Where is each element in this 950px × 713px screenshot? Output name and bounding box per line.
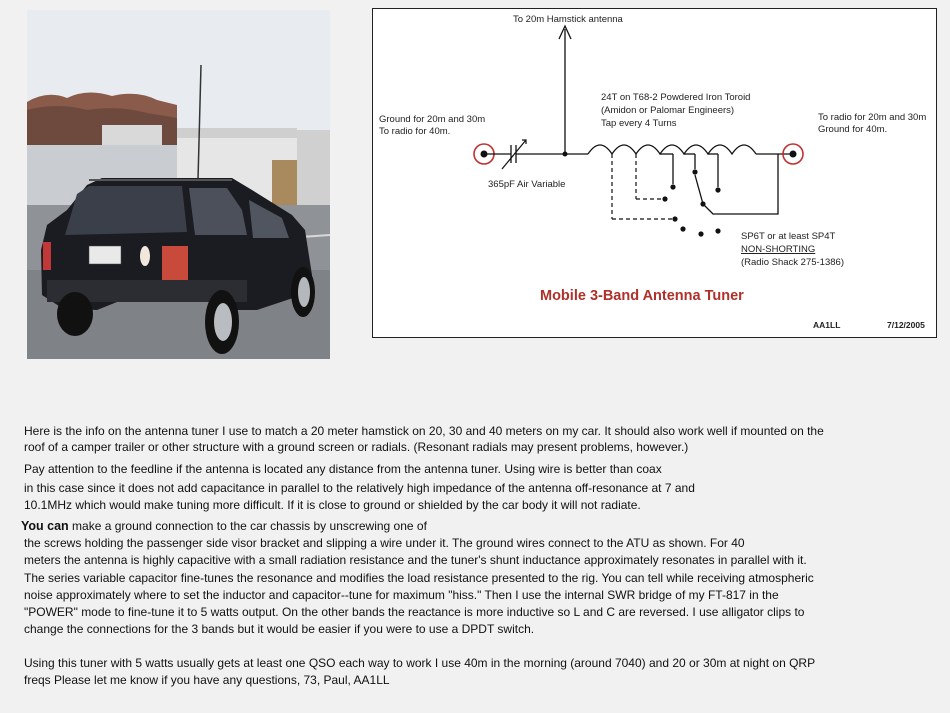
paragraph-3-line-3: meters the antenna is highly capacitive with a small radiation resistance and the tuner's shunt inductance approximately resonates in parallel with it. xyxy=(24,553,807,567)
paragraph-3-line-2: the screws holding the passenger side visor bracket and slipping a wire under it. The ground wires connect to the ATU as shown. For 40 xyxy=(24,536,745,550)
you-can-bold: You can xyxy=(21,519,69,533)
right-label-1: To radio for 20m and 30m xyxy=(818,112,927,123)
tuner-schematic xyxy=(372,8,937,338)
paragraph-3-line-5: noise approximately where to set the inductor and capacitor--tune for maximum "hiss." Then I use the internal SWR bridge of my FT-817 in the xyxy=(24,588,779,602)
paragraph-3-line-4: The series variable capacitor fine-tunes the resonance and modifies the load resistance presented to the rig. You can tell while receiving atmospheric xyxy=(24,571,814,585)
paragraph-4-line-1: Using this tuner with 5 watts usually gets at least one QSO each way to work I use 40m in the morning (around 7040) and 20 or 30m at night on QRP xyxy=(24,656,816,670)
callsign-label: AA1LL xyxy=(813,320,841,330)
paragraph-1-line-2: roof of a camper trailer or other structure with a ground screen or radials. (Resonant radials may present problems, however.) xyxy=(24,440,689,454)
toroid-label-2: (Amidon or Palomar Engineers) xyxy=(601,105,735,116)
right-label-2: Ground for 40m. xyxy=(818,124,888,135)
paragraph-3-line-1 xyxy=(21,519,427,534)
paragraph-2-line-1: Pay attention to the feedline if the antenna is located any distance from the antenna tuner. Using wire is better than coax xyxy=(24,462,662,476)
vehicle-photo xyxy=(27,10,330,359)
capacitor-label: 365pF Air Variable xyxy=(488,179,566,190)
left-label-1: Ground for 20m and 30m xyxy=(379,114,486,125)
paragraph-3-line-7: change the connections for the 3 bands but it would be easier if you were to use a DPDT switch. xyxy=(24,622,535,636)
toroid-label-3: Tap every 4 Turns xyxy=(601,118,677,129)
paragraph-3-line-6: "POWER" mode to fine-tune it to 5 watts output. On the other bands the reactance is more inductive so L and C are reversed. I use alligator clips to xyxy=(24,605,805,619)
paragraph-1-line-1: Here is the info on the antenna tuner I use to match a 20 meter hamstick on 20, 30 and 40 meters on my car. It should also work well if mounted on the xyxy=(24,424,824,438)
jeep-illustration xyxy=(27,10,330,359)
antenna-label: To 20m Hamstick antenna xyxy=(513,14,623,25)
paragraph-4-line-2: freqs Please let me know if you have any questions, 73, Paul, AA1LL xyxy=(24,673,390,687)
diagram-title: Mobile 3-Band Antenna Tuner xyxy=(540,288,744,304)
left-label-2: To radio for 40m. xyxy=(379,126,451,137)
toroid-label-1: 24T on T68-2 Powdered Iron Toroid xyxy=(601,92,751,103)
switch-label-3: (Radio Shack 275-1386) xyxy=(741,257,844,268)
paragraph-2-line-3: 10.1MHz which would make tuning more difficult. If it is close to ground or shielded by the car body it will not radiate. xyxy=(24,498,641,512)
switch-label-1: SP6T or at least SP4T xyxy=(741,231,836,242)
toroid-inductor-icon xyxy=(588,145,756,154)
switch-label-2: NON-SHORTING xyxy=(741,244,816,255)
paragraph-2-line-2: in this case since it does not add capacitance in parallel to the relatively high impedance of the antenna off-resonance at 7 and xyxy=(24,481,695,495)
paragraph-3-line-1-text: make a ground connection to the car chassis by unscrewing one of xyxy=(68,519,427,533)
date-label: 7/12/2005 xyxy=(887,320,925,330)
